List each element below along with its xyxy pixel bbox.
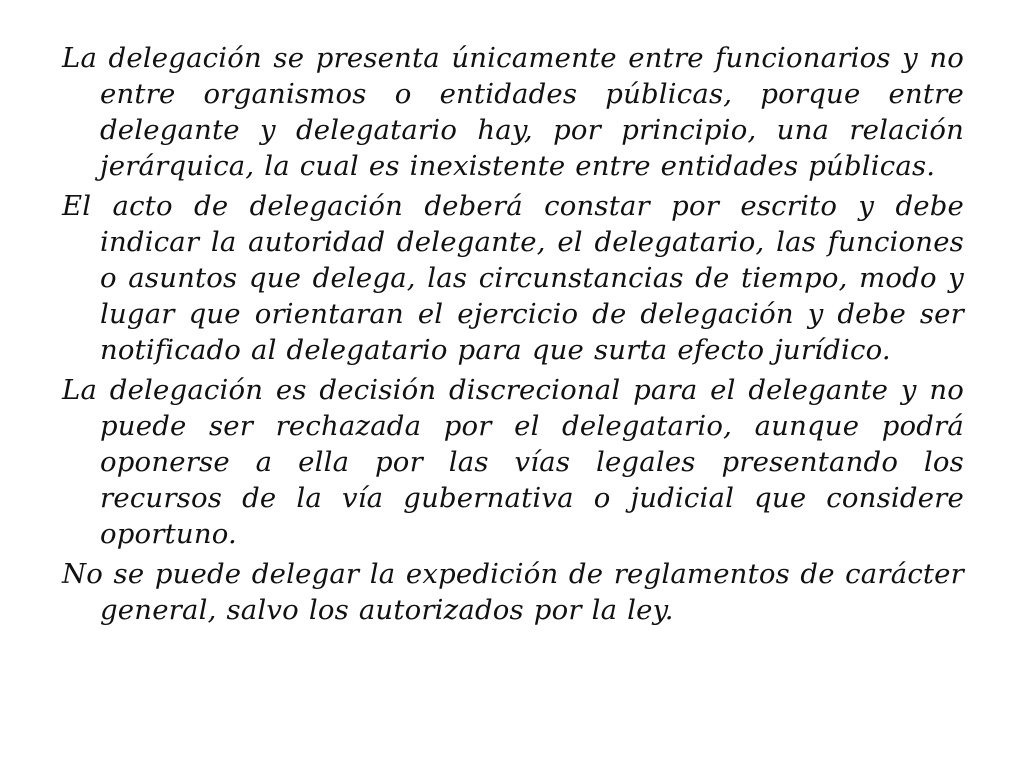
paragraph-delegation-act-requirements: El acto de delegación deberá constar por escrito y debe indicar la autoridad delegante, el delegatario, las funciones o asuntos que delega, las circunstancias de tiempo, modo y lugar que orientaran el ejercicio de delegación y debe ser notificado al delegatario para que surta efecto jurídico.: [62, 190, 964, 366]
slide-body: [62, 40, 964, 740]
paragraph-delegation-between-officials: La delegación se presenta únicamente entre funcionarios y no entre organismos o entidades públicas, porque entre delegante y delegatario hay, por principio, una relación jerárquica, la cual es inexistente entre entidades públicas.: [62, 42, 964, 182]
paragraph-regulations-not-delegable: No se puede delegar la expedición de reglamentos de carácter general, salvo los autorizados por la ley.: [62, 558, 964, 626]
paragraph-discretionary-decision: La delegación es decisión discrecional para el delegante y no puede ser rechazada por el delegatario, aunque podrá oponerse a ella por las vías legales presentando los recursos de la vía gubernativa o judicial que considere oportuno.: [62, 374, 964, 550]
